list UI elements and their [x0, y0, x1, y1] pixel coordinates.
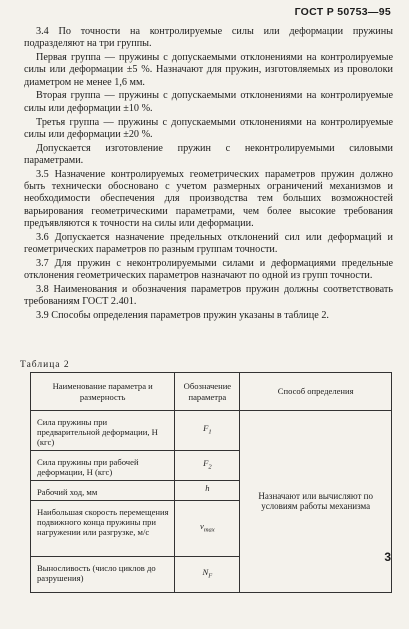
determination-method: Назначают или вычисляют по условиям работы механизма — [240, 411, 392, 593]
paragraph: 3.8 Наименования и обозначения параметров пружин должны соответствовать требованиям ГОСТ 2.401. — [24, 283, 393, 308]
parameter-symbol: $N_F$ — [175, 556, 240, 592]
paragraph: 3.5 Назначение контролируемых геометрических параметров пружин должно быть технически обосновано с учетом размерных ограничений механизмов и необходимости обеспечения для производства тем больших возможностей варьирования геометрическими параметрами, чем более высокие требования предъявляются к точности на силы или деформации. — [24, 168, 393, 229]
column-header-method: Способ определения — [240, 373, 392, 411]
paragraph: 3.6 Допускается назначение предельных отклонений сил или деформаций и геометрических параметров по разным группам точности. — [24, 231, 393, 256]
paragraph: Вторая группа — пружины с допускаемыми отклонениями на контролируемые силы или деформации ±10 %. — [24, 90, 393, 114]
parameter-name: Рабочий ход, мм — [31, 480, 175, 500]
parameter-symbol: $F_1$ — [175, 411, 240, 451]
body-text — [24, 26, 393, 324]
parameter-symbol: $v_{max}$ — [175, 500, 240, 556]
paragraph: 3.7 Для пружин с неконтролируемыми силами и деформациями предельные отклонения геометрических параметров назначают по одной из групп точности. — [24, 257, 393, 282]
parameter-symbol: h — [175, 480, 240, 500]
paragraph: Первая группа — пружины с допускаемыми отклонениями на контролируемые силы или деформации ±5 %. Назначают для пружин, изготовляемых из проволоки диаметром не менее 1,6 мм. — [24, 52, 393, 88]
paragraph: Допускается изготовление пружин с неконтролируемыми силовыми параметрами. — [24, 142, 393, 166]
parameters-table — [30, 372, 392, 593]
document-header: ГОСТ Р 50753—95 — [294, 6, 391, 18]
paragraph: 3.4 По точности на контролируемые силы или деформации пружины подразделяют на три группы. — [24, 26, 393, 50]
paragraph: 3.9 Способы определения параметров пружин указаны в таблице 2. — [36, 310, 329, 322]
column-header-name: Наименование параметра и размерность — [31, 373, 175, 411]
table-header-row — [31, 373, 392, 411]
parameter-name: Выносливость (число циклов до разрушения) — [31, 556, 175, 592]
parameter-symbol: $F_2$ — [175, 450, 240, 480]
parameter-name: Наибольшая скорость перемещения подвижного конца пружины при нагружении или разгрузке, м/с — [31, 500, 175, 556]
parameter-name: Сила пружины при рабочей деформации, Н (кгс) — [31, 450, 175, 480]
parameter-name: Сила пружины при предварительной деформации, Н (кгс) — [31, 411, 175, 451]
table-row — [31, 411, 392, 451]
column-header-symbol: Обозначение параметра — [175, 373, 240, 411]
paragraph: Третья группа — пружины с допускаемыми отклонениями на контролируемые силы или деформации ±20 %. — [24, 116, 393, 140]
table-title: Таблица 2 — [20, 360, 70, 370]
page-number: 3 — [384, 550, 391, 564]
